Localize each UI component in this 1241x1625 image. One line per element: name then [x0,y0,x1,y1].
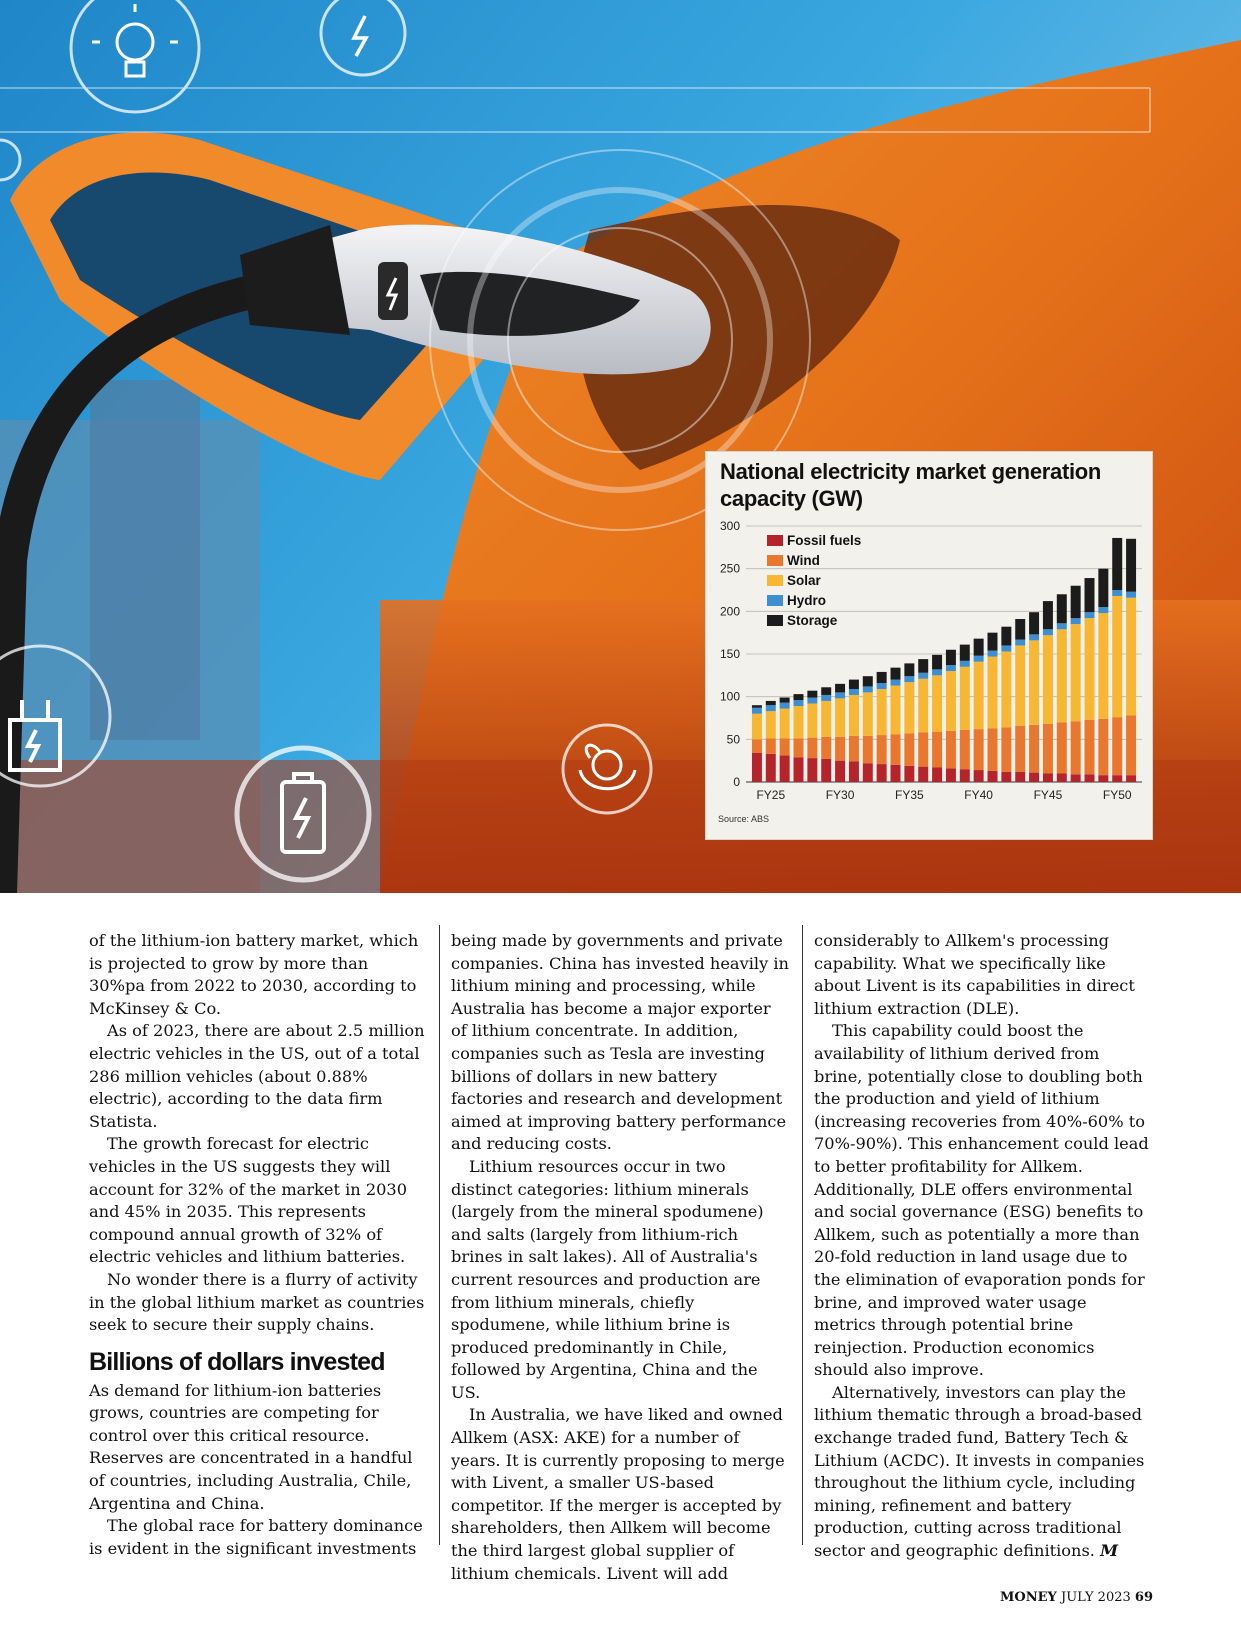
bar-segment [1057,623,1067,629]
bar-segment [1057,722,1067,773]
bar-segment [988,728,998,771]
paragraph: Lithium resources occur in two distinct categories: lithium minerals (largely from the mineral spodumene) and salts (largely from lithium-rich brines in salt lakes). All of Australia's current resources and production are from lithium minerals, chiefly spodumene, while lithium brine is produced predominantly in Chile, followed by Argentina, China and the US. [451,1156,764,1402]
bar-segment [1015,645,1025,725]
bar-segment [766,701,776,705]
bar-segment [1126,592,1136,598]
bar-segment [821,695,831,701]
chart-source: Source: ABS [718,814,770,824]
bar-segment [918,679,928,733]
y-tick-label: 0 [733,775,740,789]
page-footer [1000,1590,1153,1605]
y-tick-label: 100 [719,689,740,704]
bar-segment [794,757,804,782]
bar-segment [891,765,901,782]
bar-segment [960,661,970,667]
magazine-name: MONEY [1000,1590,1057,1605]
bar-segment [932,669,942,675]
bar-segment [960,730,970,769]
bar-segment [1112,596,1122,717]
bar-segment [1071,624,1081,721]
bar-segment [1085,618,1095,720]
paragraph: being made by governments and private companies. China has invested heavily in lithium mining and processing, while Australia has become a major exporter of lithium concentrate. In addition, companies such as Tesla are investing billions of dollars in new battery factories and research and development aimed at improving battery performance and reducing costs. [451,931,789,1154]
bar-segment [1043,773,1053,782]
bar-segment [974,729,984,770]
bar-segment [946,665,956,671]
bar-segment [877,764,887,782]
bar-segment [794,706,804,738]
bar-segment [918,673,928,679]
bar-segment [1071,774,1081,782]
bar-segment [1029,773,1039,782]
bar-segment [1015,772,1025,782]
bar-segment [1126,539,1136,592]
bar-segment [1043,601,1053,629]
y-tick-label: 50 [726,732,740,747]
y-tick-label: 150 [719,647,740,661]
bar-segment [780,698,790,703]
bar-segment [752,705,762,708]
x-tick-label: FY40 [964,788,993,802]
bar-segment [766,705,776,711]
bar-segment [1057,629,1067,722]
bar-segment [891,686,901,735]
bar-segment [863,763,873,782]
paragraph: In Australia, we have liked and owned Allkem (ASX: AKE) for a number of years. It is currently proposing to merge with Livent, a smaller US-based competitor. If the merger is accepted by shareholders, then Allkem will become the third largest global supplier of lithium chemicals. Livent will add [451,1405,785,1583]
legend-swatch [767,555,783,566]
bar-segment [1001,727,1011,771]
bar-segment [1085,612,1095,618]
bar-segment [821,687,831,695]
bar-segment [752,753,762,782]
bar-segment [1112,775,1122,782]
legend-swatch [767,535,783,546]
legend-label: Wind [787,553,820,568]
article-column-3 [814,930,1152,1563]
paragraph: of the lithium-ion battery market, which is projected to grow by more than 30%pa from 2022 to 2030, according to McKinsey & Co. [89,931,419,1018]
x-tick-label: FY35 [895,788,924,802]
bar-segment [1071,618,1081,624]
bar-segment [988,633,998,651]
paragraph: No wonder there is a flurry of activity in the global lithium market as countries seek to secure their supply chains. [89,1269,425,1335]
bar-segment [1015,726,1025,772]
bar-segment [1071,586,1081,618]
bar-segment [1071,721,1081,774]
bar-segment [807,758,817,782]
bar-segment [1085,578,1095,612]
bar-segment [807,703,817,737]
bar-segment [849,689,859,695]
bar-segment [1098,607,1108,613]
bar-segment [835,684,845,693]
bar-segment [1112,590,1122,596]
bar-segment [918,659,928,673]
bar-segment [1029,634,1039,640]
bar-segment [904,682,914,733]
article-column-1 [89,930,427,1560]
bar-segment [1001,627,1011,646]
bar-segment [1029,725,1039,773]
bar-segment [807,698,817,704]
bar-segment [780,738,790,755]
bar-segment [946,768,956,782]
bar-segment [807,691,817,698]
legend-swatch [767,575,783,586]
bar-segment [807,738,817,758]
bar-segment [780,709,790,739]
paragraph: The growth forecast for electric vehicles in the US suggests they will account for 32% of the market in 2030 and 45% in 2035. This represents compound annual growth of 32% of electric vehicles and lithium batteries. [89,1134,408,1267]
bar-segment [1029,612,1039,634]
paragraph: As demand for lithium-ion batteries grows, countries are competing for control over this critical resource. Reserves are concentrated in a handful of countries, including Australia, Chile, Argentina and China. [89,1380,413,1513]
bar-segment [932,655,942,670]
bar-segment [1015,639,1025,645]
bar-segment [821,759,831,782]
bar-segment [1043,724,1053,773]
bar-segment [835,692,845,698]
bar-segment [974,656,984,662]
bar-segment [960,769,970,782]
legend-label: Hydro [787,593,827,608]
bar-segment [1112,717,1122,775]
bar-segment [794,694,804,700]
bar-segment [904,676,914,682]
paragraph [814,1382,1152,1563]
bar-segment [877,672,887,683]
bar-segment [780,703,790,709]
bar-segment [946,671,956,731]
paragraph-text: Alternatively, investors can play the lithium thematic through a broad-based exchange traded fund, Battery Tech & Lithium (ACDC). It invests in companies throughout the lithium cycle, including mining, refinement and battery production, cutting across traditional sector and geographic definitions. [814,1382,1145,1561]
bar-segment [946,650,956,665]
bar-segment [835,698,845,736]
column-rule [802,925,803,1545]
article-column-2 [451,930,789,1585]
y-tick-label: 200 [719,604,740,619]
bar-segment [1112,538,1122,590]
bar-segment [752,714,762,740]
bar-segment [766,711,776,738]
bar-segment [863,686,873,692]
bar-segment [891,680,901,686]
bar-segment [1098,719,1108,775]
paragraph: The global race for battery dominance is evident in the significant investments [89,1516,423,1558]
bar-segment [946,731,956,769]
bar-segment [904,766,914,782]
bar-segment [752,708,762,714]
bar-segment [1043,629,1053,635]
bar-segment [974,662,984,729]
legend-label: Fossil fuels [787,533,862,548]
bar-segment [766,754,776,782]
bar-segment [794,700,804,706]
bar-segment [752,739,762,753]
bar-segment [1015,619,1025,639]
chart-panel [705,451,1153,840]
paragraph: This capability could boost the availability of lithium derived from brine, potentially close to doubling both the production and yield of lithium (increasing recoveries from 40%-60% to 70%-90%). This enhancement could lead to better profitability for Allkem. Additionally, DLE offers environmental and social governance (ESG) benefits to Allkem, such as potentially a more than 20-fold reduction in land usage due to the elimination of evaporation ponds for brine, and improved water usage metrics through potential brine reinjection. Production economics should also improve. [814,1021,1149,1380]
bar-segment [835,761,845,782]
bar-segment [960,645,970,661]
bar-segment [794,738,804,757]
bar-segment [1085,774,1095,782]
legend-swatch [767,615,783,626]
bar-segment [877,735,887,764]
bar-segment [932,675,942,731]
bar-segment [904,733,914,765]
bar-segment [821,737,831,759]
bar-segment [932,732,942,768]
legend-label: Storage [787,613,838,628]
bar-segment [849,736,859,762]
x-tick-label: FY25 [756,788,786,802]
legend-swatch [767,595,783,606]
bar-segment [1001,651,1011,727]
bar-segment [904,663,914,676]
bar-segment [1029,640,1039,724]
bar-segment [877,689,887,735]
bar-segment [960,667,970,730]
bar-segment [988,651,998,657]
bar-segment [1098,613,1108,719]
x-tick-label: FY45 [1033,788,1063,802]
bar-segment [974,639,984,656]
x-tick-label: FY50 [1102,788,1132,802]
page-number: 69 [1134,1590,1153,1605]
bar-segment [1085,720,1095,775]
column-rule [439,925,440,1545]
chart-title: National electricity market generation capacity (GW) [720,459,1102,511]
bar-segment [1001,645,1011,651]
bar-segment [974,770,984,782]
y-tick-label: 250 [719,561,740,576]
bar-segment [849,695,859,736]
bar-segment [918,767,928,782]
bar-segment [863,692,873,736]
bar-segment [1057,594,1067,623]
bar-segment [1126,775,1136,782]
bar-segment [849,762,859,782]
bar-segment [1126,598,1136,716]
bar-segment [863,736,873,763]
end-mark: M [1100,1541,1119,1561]
bar-segment [1098,775,1108,782]
paragraph: As of 2023, there are about 2.5 million electric vehicles in the US, out of a total 286 million vehicles (about 0.88% electric), according to the data firm Statista. [89,1021,425,1131]
bar-segment [863,676,873,686]
issue-date: JULY 2023 [1060,1590,1131,1605]
bar-segment [1043,635,1053,724]
bar-segment [988,771,998,782]
bar-segment [780,756,790,782]
section-heading: Billions of dollars invested [89,1347,385,1376]
paragraph: considerably to Allkem's processing capability. What we specifically like about Livent is its capabilities in direct lithium extraction (DLE). [814,931,1135,1018]
bar-segment [835,737,845,761]
bar-segment [988,657,998,729]
legend-label: Solar [787,573,821,588]
bar-segment [891,668,901,680]
bar-segment [1001,772,1011,782]
bar-segment [918,733,928,767]
x-tick-label: FY30 [825,788,855,802]
y-tick-label: 300 [719,519,740,533]
bar-segment [766,738,776,753]
bar-segment [821,701,831,737]
bar-segment [877,683,887,689]
bar-segment [849,680,859,689]
bar-segment [932,767,942,782]
bar-segment [891,734,901,765]
bar-segment [1098,569,1108,607]
bar-segment [1057,773,1067,782]
bar-segment [1126,715,1136,775]
